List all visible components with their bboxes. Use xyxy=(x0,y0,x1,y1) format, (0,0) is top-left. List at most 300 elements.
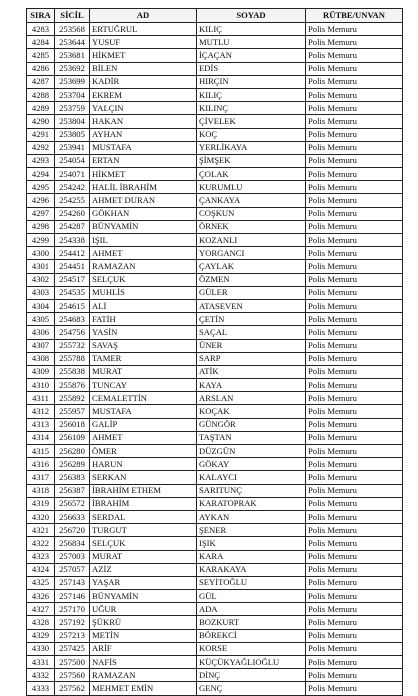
cell-soyad: ŞİMŞEK xyxy=(197,154,306,167)
cell-ad: MUHLİS xyxy=(90,286,197,299)
cell-soyad: ÇETİN xyxy=(197,313,306,326)
cell-sicil: 254054 xyxy=(55,154,90,167)
cell-soyad: YERLİKAYA xyxy=(197,141,306,154)
cell-sira: 4323 xyxy=(27,550,55,563)
cell-ad: YALÇIN xyxy=(90,102,197,115)
cell-ad: ÖMER xyxy=(90,445,197,458)
cell-sicil: 255892 xyxy=(55,392,90,405)
cell-sicil: 257057 xyxy=(55,563,90,576)
cell-sicil: 257500 xyxy=(55,656,90,669)
cell-rutbe: Polis Memuru xyxy=(306,550,403,563)
cell-sira: 4293 xyxy=(27,154,55,167)
cell-sira: 4315 xyxy=(27,445,55,458)
table-row xyxy=(27,365,403,378)
cell-ad: HALİL İBRAHİM xyxy=(90,181,197,194)
cell-rutbe: Polis Memuru xyxy=(306,497,403,510)
cell-sicil: 253759 xyxy=(55,102,90,115)
cell-sira: 4297 xyxy=(27,207,55,220)
cell-rutbe: Polis Memuru xyxy=(306,181,403,194)
cell-sira: 4306 xyxy=(27,326,55,339)
cell-ad: NAFİS xyxy=(90,656,197,669)
cell-sicil: 255838 xyxy=(55,365,90,378)
cell-sicil: 257170 xyxy=(55,603,90,616)
cell-soyad: KOÇAK xyxy=(197,405,306,418)
cell-sira: 4319 xyxy=(27,497,55,510)
cell-ad: TAMER xyxy=(90,352,197,365)
cell-sira: 4333 xyxy=(27,682,55,695)
table-row xyxy=(27,682,403,695)
cell-sira: 4286 xyxy=(27,62,55,75)
cell-sira: 4327 xyxy=(27,603,55,616)
cell-soyad: MUTLU xyxy=(197,36,306,49)
cell-sicil: 254071 xyxy=(55,168,90,181)
table-row xyxy=(27,128,403,141)
cell-sira: 4314 xyxy=(27,431,55,444)
cell-sicil: 257146 xyxy=(55,590,90,603)
cell-sira: 4330 xyxy=(27,642,55,655)
cell-sira: 4317 xyxy=(27,471,55,484)
cell-rutbe: Polis Memuru xyxy=(306,207,403,220)
cell-rutbe: Polis Memuru xyxy=(306,299,403,312)
table-row xyxy=(27,418,403,431)
cell-ad: BÜNYAMİN xyxy=(90,220,197,233)
cell-sicil: 253804 xyxy=(55,115,90,128)
cell-rutbe: Polis Memuru xyxy=(306,234,403,247)
cell-sicil: 255876 xyxy=(55,379,90,392)
cell-rutbe: Polis Memuru xyxy=(306,458,403,471)
cell-sicil: 253568 xyxy=(55,23,90,36)
cell-ad: TURGUT xyxy=(90,524,197,537)
cell-soyad: GÖKAY xyxy=(197,458,306,471)
cell-sicil: 254242 xyxy=(55,181,90,194)
cell-ad: SERDAL xyxy=(90,510,197,523)
cell-soyad: KARATOPRAK xyxy=(197,497,306,510)
cell-sira: 4307 xyxy=(27,339,55,352)
cell-soyad: SARP xyxy=(197,352,306,365)
cell-soyad: SAÇAL xyxy=(197,326,306,339)
cell-soyad: KILIÇ xyxy=(197,88,306,101)
cell-rutbe: Polis Memuru xyxy=(306,313,403,326)
cell-sira: 4318 xyxy=(27,484,55,497)
cell-rutbe: Polis Memuru xyxy=(306,36,403,49)
cell-soyad: DÜZGÜN xyxy=(197,445,306,458)
table-row xyxy=(27,550,403,563)
cell-sicil: 257562 xyxy=(55,682,90,695)
table-row xyxy=(27,656,403,669)
cell-sicil: 257560 xyxy=(55,669,90,682)
cell-soyad: SEYİTOĞLU xyxy=(197,576,306,589)
cell-sicil: 257425 xyxy=(55,642,90,655)
table-row xyxy=(27,326,403,339)
cell-ad: İBRAHİM ETHEM xyxy=(90,484,197,497)
table-row xyxy=(27,458,403,471)
cell-rutbe: Polis Memuru xyxy=(306,75,403,88)
cell-rutbe: Polis Memuru xyxy=(306,23,403,36)
cell-soyad: ÜNER xyxy=(197,339,306,352)
personnel-table xyxy=(26,8,403,696)
cell-sicil: 253941 xyxy=(55,141,90,154)
cell-rutbe: Polis Memuru xyxy=(306,510,403,523)
cell-rutbe: Polis Memuru xyxy=(306,669,403,682)
cell-ad: SAVAŞ xyxy=(90,339,197,352)
cell-soyad: KOZANLI xyxy=(197,234,306,247)
cell-soyad: KURUMLU xyxy=(197,181,306,194)
cell-rutbe: Polis Memuru xyxy=(306,603,403,616)
table-row xyxy=(27,576,403,589)
cell-ad: MURAT xyxy=(90,365,197,378)
cell-sicil: 254412 xyxy=(55,247,90,260)
cell-ad: HİKMET xyxy=(90,49,197,62)
cell-sira: 4288 xyxy=(27,88,55,101)
cell-sicil: 254451 xyxy=(55,260,90,273)
cell-sicil: 254756 xyxy=(55,326,90,339)
cell-rutbe: Polis Memuru xyxy=(306,418,403,431)
cell-sicil: 257213 xyxy=(55,629,90,642)
cell-sicil: 256387 xyxy=(55,484,90,497)
cell-soyad: GÜLER xyxy=(197,286,306,299)
cell-sicil: 254615 xyxy=(55,299,90,312)
cell-rutbe: Polis Memuru xyxy=(306,642,403,655)
cell-soyad: GÜL xyxy=(197,590,306,603)
cell-rutbe: Polis Memuru xyxy=(306,154,403,167)
table-row xyxy=(27,36,403,49)
cell-soyad: KALAYCI xyxy=(197,471,306,484)
cell-sicil: 255732 xyxy=(55,339,90,352)
cell-rutbe: Polis Memuru xyxy=(306,247,403,260)
table-row xyxy=(27,247,403,260)
cell-ad: AHMET xyxy=(90,247,197,260)
table-row xyxy=(27,603,403,616)
cell-rutbe: Polis Memuru xyxy=(306,484,403,497)
cell-sira: 4289 xyxy=(27,102,55,115)
cell-rutbe: Polis Memuru xyxy=(306,563,403,576)
header-rutbe: RÜTBE/UNVAN xyxy=(306,9,403,23)
table-row xyxy=(27,392,403,405)
cell-rutbe: Polis Memuru xyxy=(306,339,403,352)
cell-ad: YASİN xyxy=(90,326,197,339)
cell-sira: 4308 xyxy=(27,352,55,365)
cell-ad: FATİH xyxy=(90,313,197,326)
cell-rutbe: Polis Memuru xyxy=(306,220,403,233)
table-row xyxy=(27,339,403,352)
cell-sira: 4284 xyxy=(27,36,55,49)
table-row xyxy=(27,286,403,299)
cell-soyad: GENÇ xyxy=(197,682,306,695)
cell-ad: YAŞAR xyxy=(90,576,197,589)
header-soyad: SOYAD xyxy=(197,9,306,23)
cell-ad: RAMAZAN xyxy=(90,260,197,273)
table-row xyxy=(27,471,403,484)
cell-rutbe: Polis Memuru xyxy=(306,352,403,365)
cell-ad: SELÇUK xyxy=(90,273,197,286)
cell-sira: 4291 xyxy=(27,128,55,141)
cell-sira: 4332 xyxy=(27,669,55,682)
cell-sira: 4290 xyxy=(27,115,55,128)
cell-ad: METİN xyxy=(90,629,197,642)
cell-soyad: KARAKAYA xyxy=(197,563,306,576)
cell-sira: 4302 xyxy=(27,273,55,286)
cell-rutbe: Polis Memuru xyxy=(306,260,403,273)
cell-sicil: 256834 xyxy=(55,537,90,550)
cell-sicil: 254683 xyxy=(55,313,90,326)
cell-ad: ARİF xyxy=(90,642,197,655)
table-row xyxy=(27,102,403,115)
cell-rutbe: Polis Memuru xyxy=(306,168,403,181)
table-row xyxy=(27,141,403,154)
cell-rutbe: Polis Memuru xyxy=(306,576,403,589)
cell-ad: YUSUF xyxy=(90,36,197,49)
cell-soyad: ADA xyxy=(197,603,306,616)
cell-rutbe: Polis Memuru xyxy=(306,141,403,154)
cell-sicil: 254517 xyxy=(55,273,90,286)
cell-ad: AZİZ xyxy=(90,563,197,576)
table-row xyxy=(27,510,403,523)
cell-rutbe: Polis Memuru xyxy=(306,682,403,695)
cell-rutbe: Polis Memuru xyxy=(306,62,403,75)
cell-sira: 4325 xyxy=(27,576,55,589)
table-body xyxy=(27,23,403,696)
cell-ad: EKREM xyxy=(90,88,197,101)
table-row xyxy=(27,49,403,62)
cell-rutbe: Polis Memuru xyxy=(306,102,403,115)
cell-sira: 4301 xyxy=(27,260,55,273)
cell-soyad: ATASEVEN xyxy=(197,299,306,312)
cell-soyad: SARITUNÇ xyxy=(197,484,306,497)
cell-soyad: KAYA xyxy=(197,379,306,392)
cell-sicil: 253692 xyxy=(55,62,90,75)
cell-sira: 4305 xyxy=(27,313,55,326)
header-sira: SIRA xyxy=(27,9,55,23)
table-row xyxy=(27,445,403,458)
table-row xyxy=(27,616,403,629)
cell-soyad: KOÇ xyxy=(197,128,306,141)
cell-soyad: KORSE xyxy=(197,642,306,655)
cell-ad: SERKAN xyxy=(90,471,197,484)
cell-sicil: 256289 xyxy=(55,458,90,471)
table-row xyxy=(27,537,403,550)
cell-sira: 4324 xyxy=(27,563,55,576)
cell-sira: 4313 xyxy=(27,418,55,431)
cell-soyad: BOZKURT xyxy=(197,616,306,629)
cell-rutbe: Polis Memuru xyxy=(306,379,403,392)
cell-soyad: ÇAYLAK xyxy=(197,260,306,273)
cell-sicil: 256572 xyxy=(55,497,90,510)
cell-rutbe: Polis Memuru xyxy=(306,431,403,444)
cell-sira: 4304 xyxy=(27,299,55,312)
cell-rutbe: Polis Memuru xyxy=(306,392,403,405)
table-row xyxy=(27,62,403,75)
cell-soyad: TAŞTAN xyxy=(197,431,306,444)
table-row xyxy=(27,115,403,128)
cell-rutbe: Polis Memuru xyxy=(306,326,403,339)
table-row xyxy=(27,669,403,682)
cell-sira: 4283 xyxy=(27,23,55,36)
cell-ad: ERTUĞRUL xyxy=(90,23,197,36)
table-row xyxy=(27,234,403,247)
cell-ad: GÖKHAN xyxy=(90,207,197,220)
cell-rutbe: Polis Memuru xyxy=(306,49,403,62)
cell-ad: CEMALETTİN xyxy=(90,392,197,405)
cell-ad: HARUN xyxy=(90,458,197,471)
cell-ad: MEHMET EMİN xyxy=(90,682,197,695)
table-row xyxy=(27,23,403,36)
cell-sira: 4309 xyxy=(27,365,55,378)
cell-rutbe: Polis Memuru xyxy=(306,194,403,207)
cell-sira: 4300 xyxy=(27,247,55,260)
cell-ad: GALİP xyxy=(90,418,197,431)
cell-sicil: 253699 xyxy=(55,75,90,88)
cell-rutbe: Polis Memuru xyxy=(306,524,403,537)
cell-soyad: ŞENER xyxy=(197,524,306,537)
cell-ad: MUSTAFA xyxy=(90,141,197,154)
cell-soyad: AYKAN xyxy=(197,510,306,523)
cell-sicil: 256633 xyxy=(55,510,90,523)
table-row xyxy=(27,220,403,233)
cell-soyad: KÜÇÜKYAĞLIOĞLU xyxy=(197,656,306,669)
cell-soyad: DİNÇ xyxy=(197,669,306,682)
cell-ad: AYHAN xyxy=(90,128,197,141)
table-row xyxy=(27,497,403,510)
cell-ad: AHMET DURAN xyxy=(90,194,197,207)
cell-sira: 4326 xyxy=(27,590,55,603)
table-row xyxy=(27,563,403,576)
cell-soyad: YORGANCI xyxy=(197,247,306,260)
table-row xyxy=(27,590,403,603)
cell-sira: 4285 xyxy=(27,49,55,62)
cell-sicil: 254255 xyxy=(55,194,90,207)
table-row xyxy=(27,273,403,286)
cell-ad: ŞÜKRÜ xyxy=(90,616,197,629)
cell-sicil: 256280 xyxy=(55,445,90,458)
cell-rutbe: Polis Memuru xyxy=(306,656,403,669)
cell-soyad: EDİS xyxy=(197,62,306,75)
table-row xyxy=(27,260,403,273)
cell-ad: AHMET xyxy=(90,431,197,444)
cell-sira: 4320 xyxy=(27,510,55,523)
document-page xyxy=(26,8,402,696)
cell-sira: 4329 xyxy=(27,629,55,642)
cell-rutbe: Polis Memuru xyxy=(306,365,403,378)
cell-sicil: 254535 xyxy=(55,286,90,299)
cell-ad: İBRAHİM xyxy=(90,497,197,510)
cell-sira: 4316 xyxy=(27,458,55,471)
header-ad: AD xyxy=(90,9,197,23)
cell-sira: 4292 xyxy=(27,141,55,154)
cell-ad: ALİ xyxy=(90,299,197,312)
table-row xyxy=(27,88,403,101)
cell-soyad: BÖREKCİ xyxy=(197,629,306,642)
cell-rutbe: Polis Memuru xyxy=(306,273,403,286)
table-row xyxy=(27,313,403,326)
table-header-row xyxy=(27,9,403,23)
table-row xyxy=(27,405,403,418)
cell-sira: 4321 xyxy=(27,524,55,537)
table-row xyxy=(27,352,403,365)
cell-sira: 4296 xyxy=(27,194,55,207)
cell-ad: HAKAN xyxy=(90,115,197,128)
cell-soyad: KILIÇ xyxy=(197,23,306,36)
cell-sira: 4328 xyxy=(27,616,55,629)
cell-ad: MURAT xyxy=(90,550,197,563)
cell-sira: 4311 xyxy=(27,392,55,405)
cell-rutbe: Polis Memuru xyxy=(306,286,403,299)
cell-soyad: ÇOLAK xyxy=(197,168,306,181)
cell-ad: UĞUR xyxy=(90,603,197,616)
cell-ad: TUNCAY xyxy=(90,379,197,392)
cell-sira: 4331 xyxy=(27,656,55,669)
table-row xyxy=(27,642,403,655)
cell-ad: KADİR xyxy=(90,75,197,88)
cell-sira: 4310 xyxy=(27,379,55,392)
cell-ad: IŞIL xyxy=(90,234,197,247)
cell-soyad: ÖRNEK xyxy=(197,220,306,233)
table-row xyxy=(27,629,403,642)
cell-ad: MUSTAFA xyxy=(90,405,197,418)
cell-sicil: 256383 xyxy=(55,471,90,484)
cell-soyad: COŞKUN xyxy=(197,207,306,220)
cell-rutbe: Polis Memuru xyxy=(306,537,403,550)
cell-soyad: HIRÇIN xyxy=(197,75,306,88)
table-row xyxy=(27,299,403,312)
cell-sicil: 254287 xyxy=(55,220,90,233)
table-row xyxy=(27,207,403,220)
cell-sicil: 257143 xyxy=(55,576,90,589)
cell-rutbe: Polis Memuru xyxy=(306,405,403,418)
cell-rutbe: Polis Memuru xyxy=(306,88,403,101)
table-row xyxy=(27,154,403,167)
cell-sicil: 253805 xyxy=(55,128,90,141)
cell-sicil: 253681 xyxy=(55,49,90,62)
cell-sicil: 253704 xyxy=(55,88,90,101)
table-row xyxy=(27,75,403,88)
cell-sira: 4298 xyxy=(27,220,55,233)
cell-sira: 4294 xyxy=(27,168,55,181)
cell-ad: RAMAZAN xyxy=(90,669,197,682)
cell-ad: ERTAN xyxy=(90,154,197,167)
cell-rutbe: Polis Memuru xyxy=(306,471,403,484)
cell-soyad: KILINÇ xyxy=(197,102,306,115)
cell-soyad: ARSLAN xyxy=(197,392,306,405)
cell-ad: BÜNYAMİN xyxy=(90,590,197,603)
table-row xyxy=(27,379,403,392)
cell-soyad: GÜNGÖR xyxy=(197,418,306,431)
cell-soyad: IŞIK xyxy=(197,537,306,550)
cell-soyad: ATİK xyxy=(197,365,306,378)
cell-rutbe: Polis Memuru xyxy=(306,616,403,629)
cell-ad: BİLEN xyxy=(90,62,197,75)
cell-ad: HİKMET xyxy=(90,168,197,181)
cell-sicil: 254260 xyxy=(55,207,90,220)
cell-rutbe: Polis Memuru xyxy=(306,445,403,458)
cell-rutbe: Polis Memuru xyxy=(306,629,403,642)
cell-sicil: 256018 xyxy=(55,418,90,431)
cell-sira: 4299 xyxy=(27,234,55,247)
cell-soyad: KARA xyxy=(197,550,306,563)
cell-sira: 4322 xyxy=(27,537,55,550)
cell-sicil: 257003 xyxy=(55,550,90,563)
table-row xyxy=(27,431,403,444)
cell-sicil: 256109 xyxy=(55,431,90,444)
cell-sicil: 253644 xyxy=(55,36,90,49)
table-row xyxy=(27,524,403,537)
cell-soyad: ÖZMEN xyxy=(197,273,306,286)
cell-sira: 4303 xyxy=(27,286,55,299)
cell-soyad: ÇANKAYA xyxy=(197,194,306,207)
cell-sira: 4295 xyxy=(27,181,55,194)
table-row xyxy=(27,181,403,194)
cell-soyad: ÇİVELEK xyxy=(197,115,306,128)
cell-sicil: 255957 xyxy=(55,405,90,418)
